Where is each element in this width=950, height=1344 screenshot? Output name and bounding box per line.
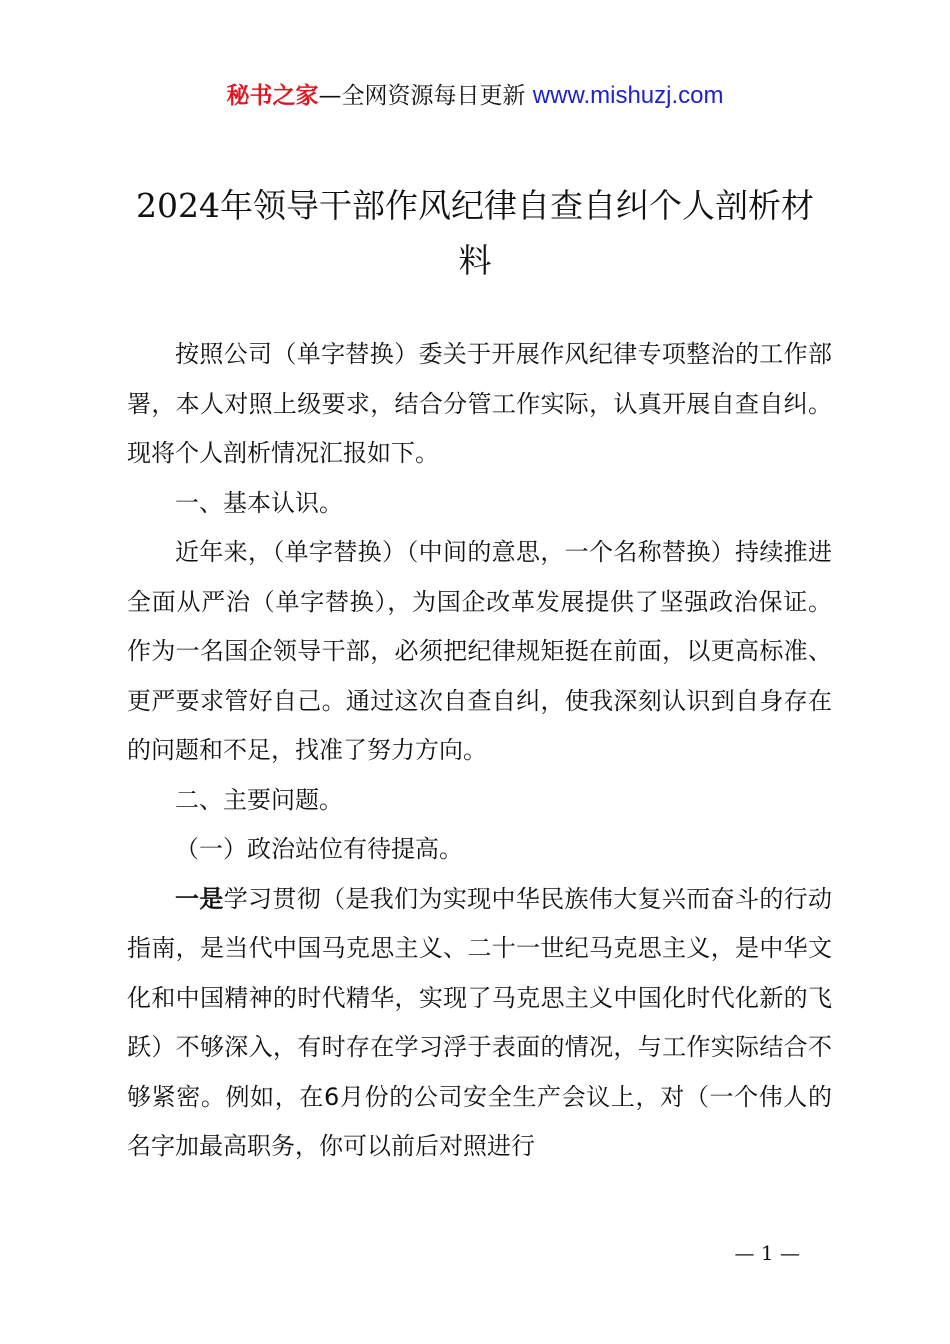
site-banner <box>0 80 950 112</box>
document-title: 2024年领导干部作风纪律自查自纠个人剖析材料 <box>136 186 814 280</box>
site-slogan: —全网资源每日更新 <box>318 83 526 109</box>
site-brand: 秘书之家 <box>226 83 319 109</box>
document-body <box>127 330 832 1172</box>
point-one-lead: 一是 <box>175 884 224 913</box>
section-heading-main-problems: 二、主要问题。 <box>175 785 343 814</box>
point-one-text: 学习贯彻（是我们为实现中华民族伟大复兴而奋斗的行动指南，是当代中国马克思主义、二十一世纪马克思主义，是中华文化和中国精神的时代精华，实现了马克思主义中国化时代化新的飞跃）不够深入，有时存在学习浮于表面的情况，与工作实际结合不够紧密。例如，在6月份的公司安全生产会议上，对（一个伟人的名字加最高职务，你可以前后对照进行 <box>127 884 833 1160</box>
page-footer <box>0 1238 950 1268</box>
site-url-link[interactable]: www.mishuzj.com <box>532 82 724 109</box>
intro-paragraph: 按照公司（单字替换）委关于开展作风纪律专项整治的工作部署，本人对照上级要求，结合分管工作实际，认真开展自查自纠。现将个人剖析情况汇报如下。 <box>127 340 832 467</box>
section-heading-basic-understanding: 一、基本认识。 <box>175 488 343 517</box>
page-number: — 1 — <box>734 1241 800 1265</box>
point-one-paragraph <box>127 875 832 1172</box>
subsection-heading-political-stance: （一）政治站位有待提高。 <box>175 835 463 863</box>
section-basic-understanding-paragraph: 近年来，（单字替换）（中间的意思，一个名称替换）持续推进全面从严治（单字替换），为国企改革发展提供了坚强政治保证。作为一名国企领导干部，必须把纪律规矩挺在前面，以更高标准、更严要求管好自己。通过这次自查自纠，使我深刻认识到自身存在的问题和不足，找准了努力方向。 <box>127 538 832 764</box>
